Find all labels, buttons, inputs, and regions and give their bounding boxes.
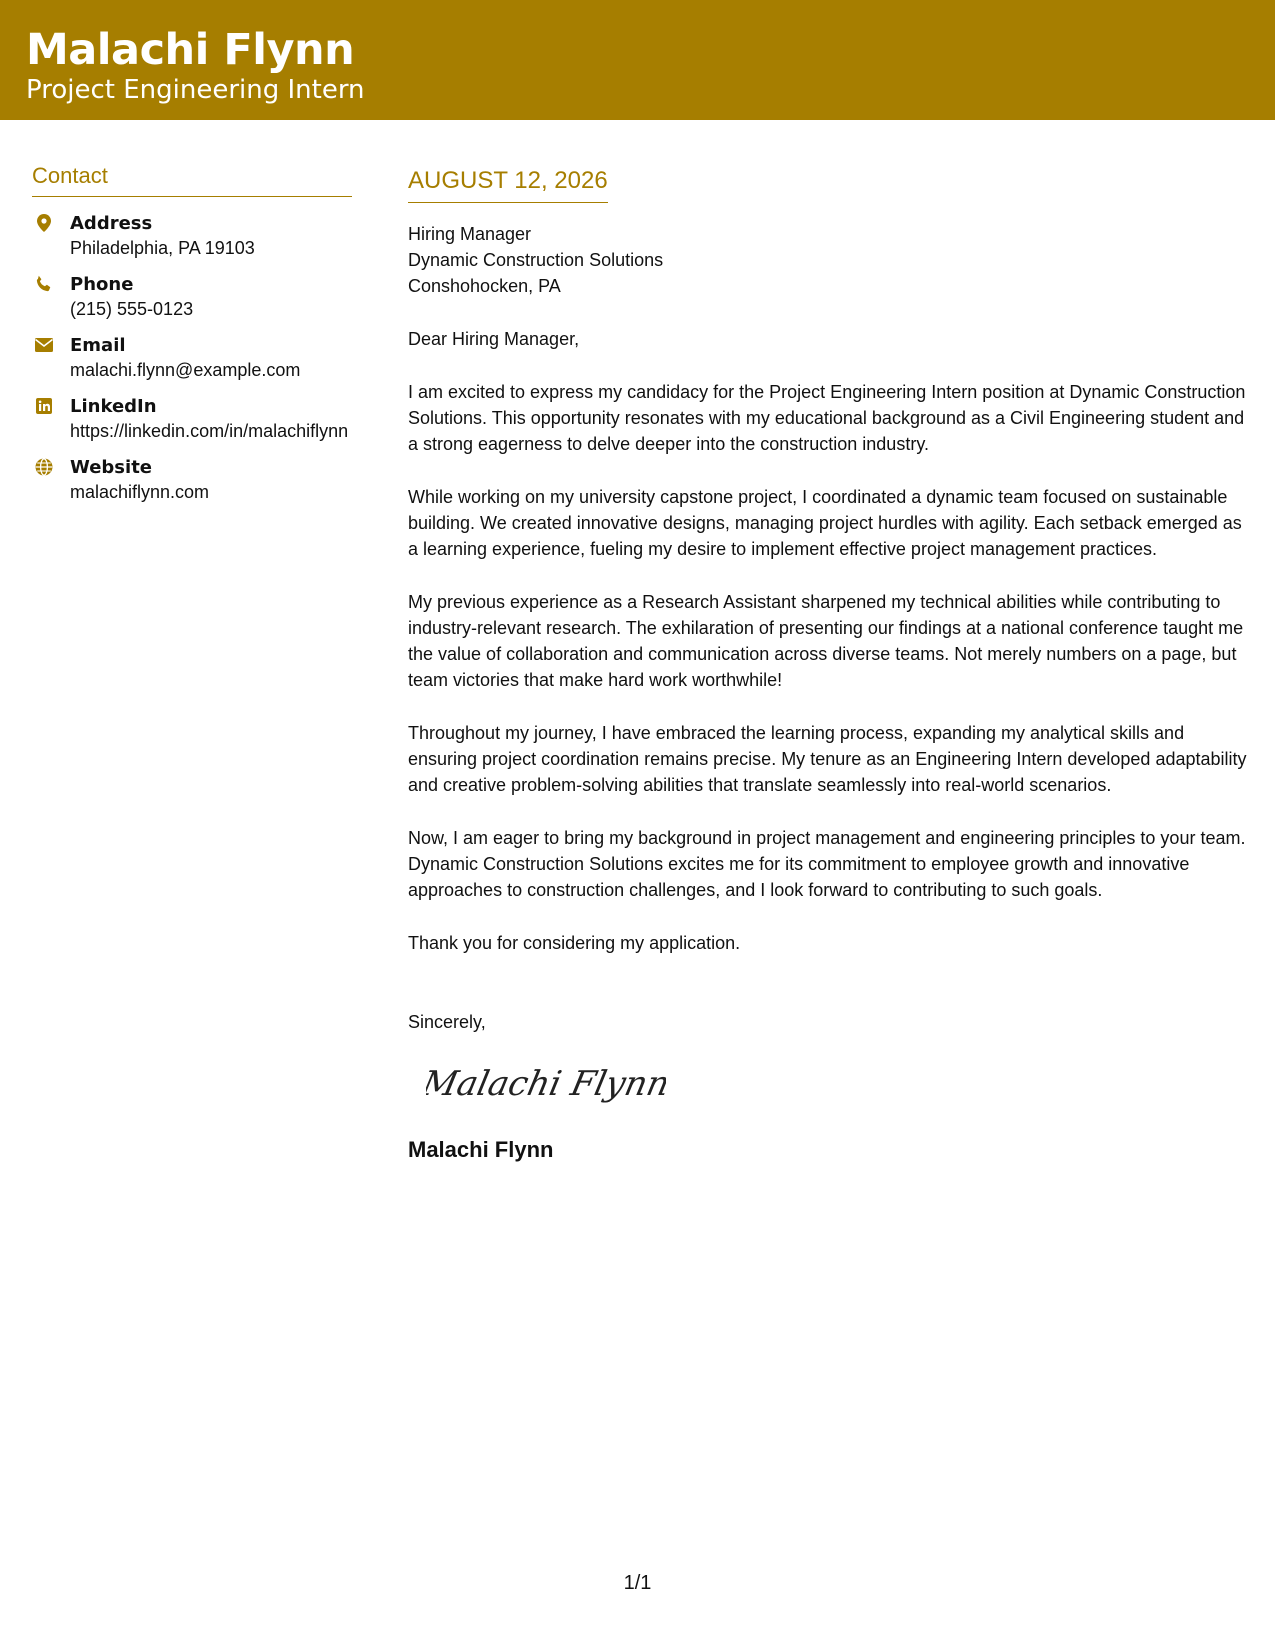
greeting: Dear Hiring Manager, (408, 329, 580, 349)
page-number: 1/1 (623, 1572, 652, 1594)
contact-item-email (32, 333, 352, 383)
contact-list (32, 211, 352, 505)
body-paragraph: While working on my university capstone project, I coordinated a dynamic team focused on sustainable building. We created innovative designs, managing project hurdles with agility. Each setback emerged as a learning experience, fueling my desire to implement effective project management practices. (408, 487, 1242, 559)
contact-value: (215) 555-0123 (70, 299, 194, 319)
phone-icon (34, 274, 54, 294)
signer-name: Malachi Flynn (408, 1137, 554, 1162)
contact-item-address (32, 211, 352, 261)
contact-item-phone (32, 272, 352, 322)
contact-value[interactable]: malachi.flynn@example.com (70, 360, 301, 380)
globe-icon (34, 457, 54, 477)
body-paragraph: Now, I am eager to bring my background in project management and engineering principles to your team. Dynamic Construction Solutions excites me for its commitment to employee growth and innovative approaches to construction challenges, and I look forward to contributing to such goals. (408, 828, 1246, 900)
location-pin-icon (34, 213, 54, 233)
contact-label: Address (70, 213, 153, 234)
recipient-line: Conshohocken, PA (408, 276, 561, 296)
body-paragraph: Thank you for considering my application. (408, 933, 741, 953)
contact-value[interactable]: malachiflynn.com (70, 482, 210, 502)
contact-item-website (32, 455, 352, 505)
header-banner (0, 0, 1275, 120)
linkedin-icon (34, 396, 54, 416)
contact-value: Philadelphia, PA 19103 (70, 238, 255, 258)
contact-heading: Contact (32, 162, 352, 197)
recipient-line: Dynamic Construction Solutions (408, 250, 664, 270)
contact-label: Phone (70, 274, 134, 295)
body-paragraph: My previous experience as a Research Assistant sharpened my technical abilities while contributing to industry-relevant research. The exhilaration of presenting our findings at a national conference taught me the value of collaboration and communication across diverse teams. Not merely numbers on a page, but team victories that make hard work worthwhile! (408, 592, 1244, 690)
letter-body (408, 166, 1248, 1164)
contact-label: Website (70, 457, 153, 478)
applicant-name: Malachi Flynn (26, 25, 355, 75)
closing: Sincerely, (408, 1012, 486, 1032)
contact-label: LinkedIn (70, 396, 157, 417)
body-paragraph: I am excited to express my candidacy for the Project Engineering Intern position at Dynamic Construction Solutions. This opportunity resonates with my educational background as a Civil Engineering student and a strong eagerness to delve deeper into the construction industry. (408, 382, 1246, 454)
letter-date: AUGUST 12, 2026 (408, 166, 608, 203)
recipient-line: Hiring Manager (408, 224, 532, 244)
contact-value[interactable]: https://linkedin.com/in/malachiflynn (70, 421, 349, 441)
contact-label: Email (70, 335, 126, 356)
recipient-block (408, 221, 1248, 299)
contact-item-linkedin (32, 394, 352, 444)
envelope-icon (34, 335, 54, 355)
signature-image (426, 1059, 1248, 1114)
body-paragraph: Throughout my journey, I have embraced the learning process, expanding my analytical skills and ensuring project coordination remains precise. My tenure as an Engineering Intern developed adaptability and creative problem-solving abilities that translate seamlessly into real-world scenarios. (408, 723, 1247, 795)
applicant-role: Project Engineering Intern (26, 75, 365, 105)
contact-sidebar (32, 162, 352, 516)
signature-text: Malachi Flynn (426, 1064, 666, 1104)
